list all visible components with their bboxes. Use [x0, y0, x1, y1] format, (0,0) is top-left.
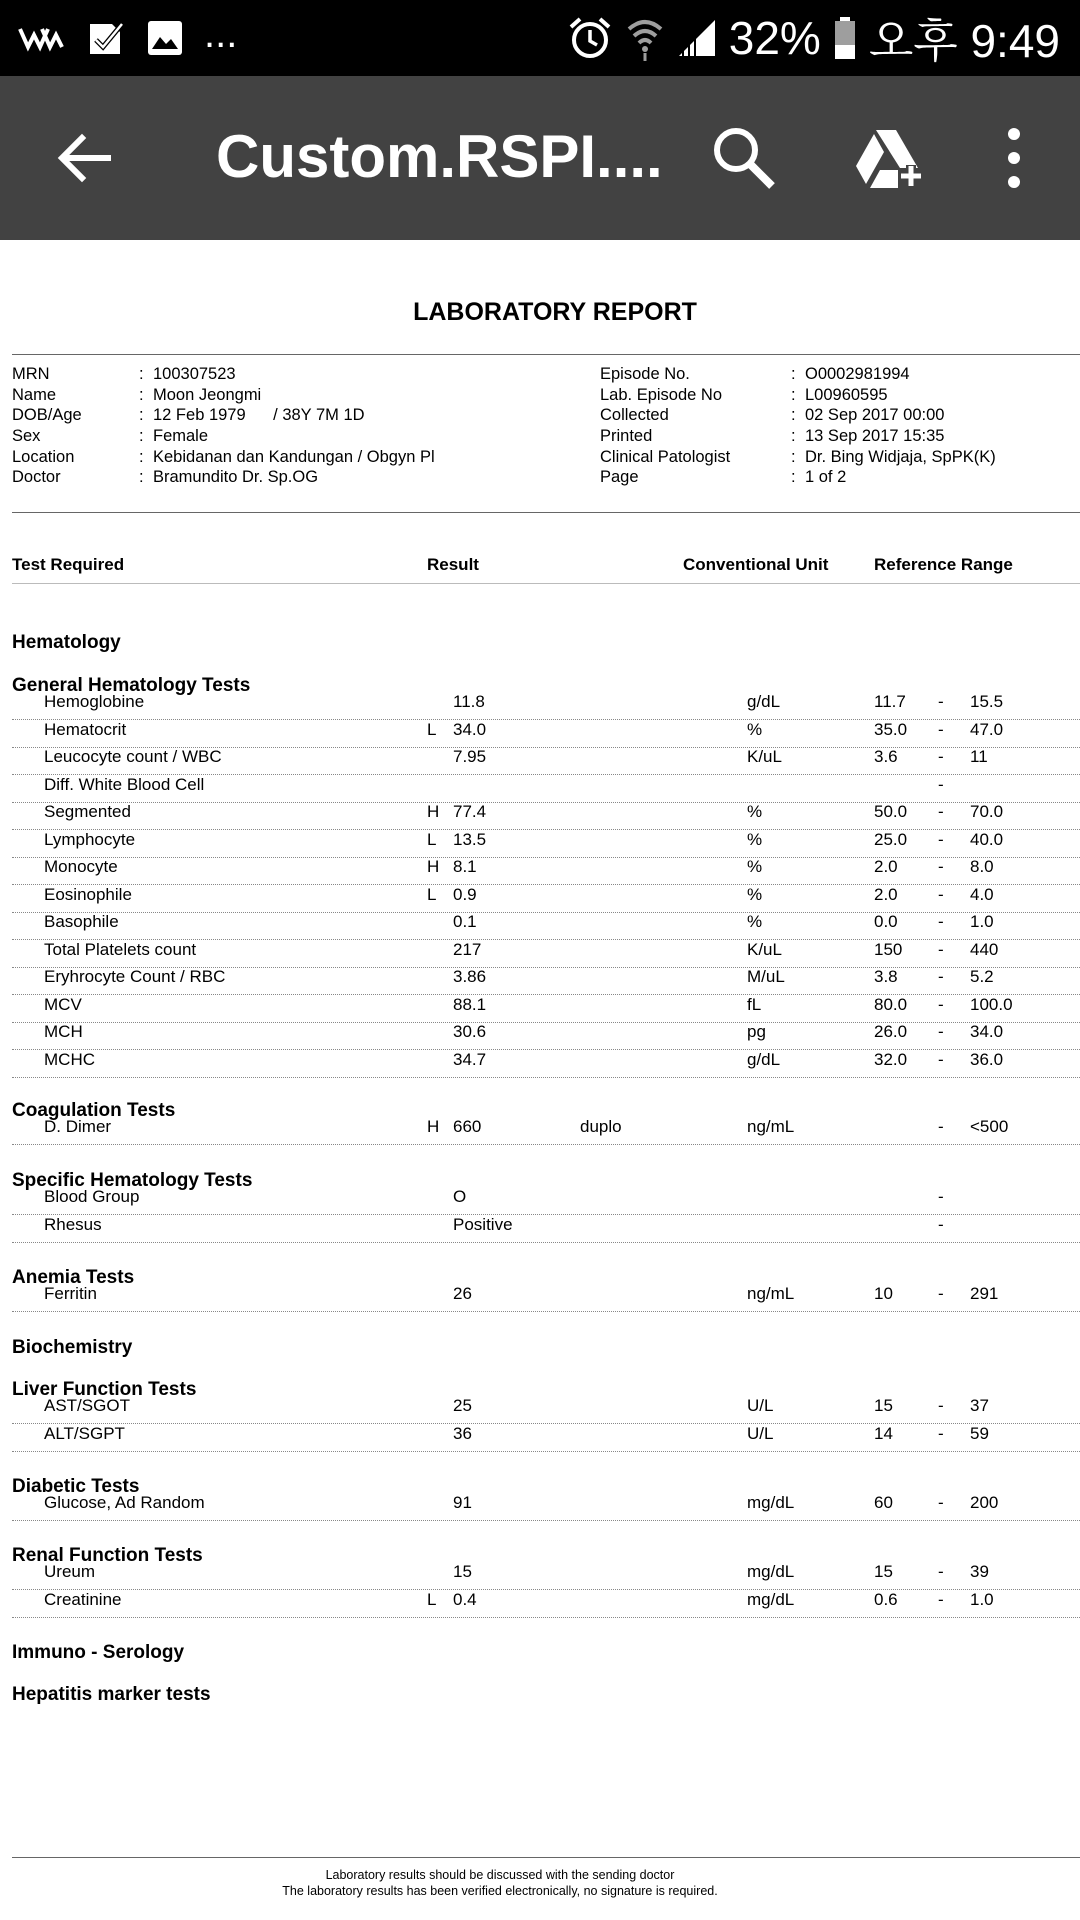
- printed-label: Printed: [600, 427, 653, 445]
- table-row: [0, 1022, 1080, 1049]
- range-low: 60: [874, 1493, 893, 1512]
- status-bar: [0, 0, 1080, 76]
- table-row: [0, 1562, 1080, 1589]
- range-low: 0.6: [874, 1589, 898, 1609]
- page-value: 1 of 2: [805, 468, 847, 486]
- test-name: Blood Group: [44, 1187, 140, 1206]
- test-name: Ureum: [44, 1562, 96, 1581]
- test-name: Diff. White Blood Cell: [44, 774, 205, 794]
- range-separator: -: [938, 884, 944, 904]
- range-high: 36.0: [970, 1049, 1004, 1069]
- unit: mg/dL: [747, 1562, 795, 1581]
- range-separator: -: [938, 1117, 944, 1136]
- range-low: 14: [874, 1423, 893, 1443]
- range-low: 80.0: [874, 994, 908, 1014]
- test-name: Basophile: [44, 912, 119, 931]
- range-separator: -: [938, 1396, 944, 1415]
- range-low: 50.0: [874, 802, 908, 821]
- range-separator: -: [938, 1423, 944, 1443]
- result-value: 77.4: [453, 802, 487, 821]
- range-separator: -: [938, 1589, 944, 1609]
- section-renal: Renal Function Tests: [12, 1545, 203, 1566]
- row-separator: [12, 1617, 1080, 1618]
- result-flag: L: [427, 884, 437, 904]
- result-flag: H: [427, 857, 440, 876]
- test-name: MCH: [44, 1022, 83, 1041]
- result-value: 36: [453, 1423, 472, 1443]
- col-test-required: Test Required: [12, 555, 125, 574]
- range-low: 3.6: [874, 747, 898, 766]
- task-check-icon: [86, 18, 126, 58]
- result-value: 91: [453, 1493, 472, 1512]
- unit: pg: [747, 1022, 766, 1041]
- range-high: 59: [970, 1423, 989, 1443]
- table-row: [0, 1117, 1080, 1144]
- table-row: [0, 692, 1080, 719]
- result-value: 217: [453, 939, 482, 959]
- episode-label: Episode No.: [600, 365, 690, 383]
- test-name: Segmented: [44, 802, 131, 821]
- unit: g/dL: [747, 1049, 781, 1069]
- range-low: 2.0: [874, 884, 898, 904]
- colon: :: [139, 365, 144, 383]
- battery-percent: 32%: [728, 12, 821, 64]
- row-separator: [12, 1451, 1080, 1452]
- range-low: 10: [874, 1284, 893, 1303]
- result-value: 0.4: [453, 1589, 477, 1609]
- test-name: Lymphocyte: [44, 829, 136, 849]
- report-title: LABORATORY REPORT: [413, 298, 697, 326]
- result-value: 34.0: [453, 719, 487, 739]
- more-notifications: ...: [204, 12, 238, 56]
- section-hematology: Hematology: [12, 632, 121, 653]
- test-name: Eryhrocyte Count / RBC: [44, 967, 226, 986]
- section-coagulation: Coagulation Tests: [12, 1100, 176, 1121]
- row-separator: [12, 1242, 1080, 1243]
- range-high: 39: [970, 1562, 989, 1581]
- table-row: [0, 1215, 1080, 1242]
- range-separator: -: [938, 1562, 944, 1581]
- unit: %: [747, 912, 763, 931]
- more-options-icon[interactable]: [994, 124, 1034, 192]
- range-low: 3.8: [874, 967, 898, 986]
- colon: :: [139, 468, 144, 486]
- doctor-label: Doctor: [12, 468, 61, 486]
- table-row: [0, 1396, 1080, 1423]
- result-value: 0.9: [453, 884, 477, 904]
- episode-value: O0002981994: [805, 365, 910, 383]
- colon: :: [139, 406, 144, 424]
- result-value: 8.1: [453, 857, 477, 876]
- table-row: [0, 940, 1080, 967]
- row-separator: [12, 1311, 1080, 1312]
- unit: U/L: [747, 1396, 774, 1415]
- table-row: [0, 747, 1080, 774]
- colon: :: [139, 448, 144, 466]
- table-row: [0, 830, 1080, 857]
- result-value: 7.95: [453, 747, 487, 766]
- range-separator: -: [938, 774, 944, 794]
- unit: g/dL: [747, 692, 781, 711]
- test-name: Leucocyte count / WBC: [44, 747, 222, 766]
- result-value: 0.1: [453, 912, 477, 931]
- colon: :: [139, 427, 144, 445]
- range-high: 37: [970, 1396, 989, 1415]
- mrn-label: MRN: [12, 365, 50, 383]
- range-low: 150: [874, 939, 903, 959]
- range-high: 11: [970, 747, 988, 766]
- test-name: Glucose, Ad Random: [44, 1493, 205, 1512]
- section-general-hematology: General Hematology Tests: [12, 675, 251, 696]
- section-diabetic: Diabetic Tests: [12, 1476, 140, 1497]
- section-biochemistry: Biochemistry: [12, 1337, 133, 1358]
- section-immuno-serology: Immuno - Serology: [12, 1642, 185, 1663]
- section-anemia: Anemia Tests: [12, 1267, 135, 1288]
- range-low: 11.7: [874, 692, 906, 711]
- result-value: 30.6: [453, 1022, 487, 1041]
- section-hepatitis: Hepatitis marker tests: [12, 1684, 211, 1705]
- range-separator: -: [938, 967, 944, 986]
- table-row: [0, 1493, 1080, 1520]
- range-high: 1.0: [970, 912, 994, 931]
- unit: %: [747, 884, 763, 904]
- range-high: 70.0: [970, 802, 1004, 821]
- range-high: 34.0: [970, 1022, 1004, 1041]
- printed-value: 13 Sep 2017 15:35: [805, 427, 945, 445]
- divider: [12, 354, 1080, 355]
- range-separator: -: [938, 912, 944, 931]
- row-separator: [12, 1077, 1080, 1078]
- table-row: [0, 857, 1080, 884]
- colon: :: [791, 468, 796, 486]
- colon: :: [791, 386, 796, 404]
- range-low: 26.0: [874, 1022, 908, 1041]
- table-row: [0, 1590, 1080, 1617]
- range-low: 0.0: [874, 912, 898, 931]
- result-value: O: [453, 1187, 467, 1206]
- unit: K/uL: [747, 747, 782, 766]
- patologist-value: Dr. Bing Widjaja, SpPK(K): [805, 448, 996, 466]
- lab-episode-value: L00960595: [805, 386, 888, 404]
- range-separator: -: [938, 1187, 944, 1206]
- colon: :: [791, 448, 796, 466]
- unit: M/uL: [747, 967, 785, 986]
- result-value: 660: [453, 1117, 482, 1136]
- app-notification-icon: [18, 23, 66, 53]
- range-high: 200: [970, 1493, 999, 1512]
- unit: %: [747, 802, 763, 821]
- range-high: 440: [970, 939, 999, 959]
- range-separator: -: [938, 994, 944, 1014]
- table-row: [0, 1050, 1080, 1077]
- report-page: [0, 240, 1080, 1920]
- range-high: 1.0: [970, 1589, 994, 1609]
- collected-label: Collected: [600, 406, 669, 424]
- table-row: [0, 1424, 1080, 1451]
- sex-label: Sex: [12, 427, 41, 445]
- mrn-value: 100307523: [153, 365, 236, 383]
- unit: ng/mL: [747, 1284, 795, 1303]
- unit: %: [747, 719, 763, 739]
- section-specific-hematology: Specific Hematology Tests: [12, 1170, 253, 1191]
- unit: fL: [747, 994, 762, 1014]
- name-label: Name: [12, 386, 57, 404]
- table-row: [0, 967, 1080, 994]
- clock: 오후 9:49: [868, 15, 1060, 67]
- page-label: Page: [600, 468, 639, 486]
- test-name: Creatinine: [44, 1589, 122, 1609]
- table-row: [0, 1187, 1080, 1214]
- colon: :: [791, 365, 796, 383]
- range-separator: -: [938, 1022, 944, 1041]
- range-low: 32.0: [874, 1049, 908, 1069]
- range-low: 35.0: [874, 719, 908, 739]
- location-label: Location: [12, 448, 75, 466]
- col-reference-range: Reference Range: [874, 555, 1013, 574]
- test-name: ALT/SGPT: [44, 1423, 125, 1443]
- range-high: <500: [970, 1117, 1009, 1136]
- test-name: AST/SGOT: [44, 1396, 130, 1415]
- test-name: D. Dimer: [44, 1117, 112, 1136]
- result-value: 11.8: [453, 692, 485, 711]
- divider: [12, 512, 1080, 513]
- result-value: 34.7: [453, 1049, 487, 1069]
- row-separator: [12, 1144, 1080, 1145]
- wifi-icon: [625, 15, 665, 61]
- footer-note-1: Laboratory results should be discussed with the sending doctor: [325, 1868, 675, 1882]
- range-low: 15: [874, 1396, 893, 1415]
- result-value: 25: [453, 1396, 472, 1415]
- app-toolbar: [0, 76, 1080, 240]
- table-row: [0, 912, 1080, 939]
- test-name: Hemoglobine: [44, 692, 145, 711]
- signal-icon: [677, 18, 717, 58]
- table-row: [0, 1284, 1080, 1311]
- dob-value: 12 Feb 1979 / 38Y 7M 1D: [153, 406, 365, 424]
- range-separator: -: [938, 939, 944, 959]
- result-value: Positive: [453, 1214, 513, 1234]
- result-flag: H: [427, 1117, 440, 1136]
- range-separator: -: [938, 857, 944, 876]
- unit: ng/mL: [747, 1117, 795, 1136]
- section-liver: Liver Function Tests: [12, 1379, 197, 1400]
- table-row: [0, 995, 1080, 1022]
- range-separator: -: [938, 747, 944, 766]
- test-name: Eosinophile: [44, 884, 132, 904]
- col-unit: Conventional Unit: [683, 555, 829, 574]
- result-value: 88.1: [453, 994, 487, 1014]
- doctor-value: Bramundito Dr. Sp.OG: [153, 468, 319, 486]
- table-row: [0, 885, 1080, 912]
- range-high: 47.0: [970, 719, 1004, 739]
- range-high: 100.0: [970, 994, 1013, 1014]
- colon: :: [139, 386, 144, 404]
- status-right: [567, 8, 1060, 68]
- result-note: duplo: [580, 1117, 622, 1136]
- document-title: Custom.RSPI....: [216, 123, 663, 190]
- range-separator: -: [938, 719, 944, 739]
- test-name: Rhesus: [44, 1214, 102, 1234]
- range-high: 5.2: [970, 967, 994, 986]
- test-name: Total Platelets count: [44, 939, 197, 959]
- range-high: 40.0: [970, 829, 1004, 849]
- divider: [12, 1857, 1080, 1858]
- search-icon[interactable]: [710, 124, 778, 192]
- result-value: 13.5: [453, 829, 487, 849]
- range-high: 291: [970, 1284, 999, 1303]
- unit: %: [747, 829, 763, 849]
- result-value: 3.86: [453, 967, 487, 986]
- unit: U/L: [747, 1423, 774, 1443]
- result-value: 26: [453, 1284, 472, 1303]
- lab-episode-label: Lab. Episode No: [600, 386, 723, 404]
- table-row: [0, 720, 1080, 747]
- battery-icon: [833, 15, 857, 61]
- range-low: 2.0: [874, 857, 898, 876]
- table-row: [0, 775, 1080, 802]
- range-separator: -: [938, 802, 944, 821]
- range-high: 4.0: [970, 884, 994, 904]
- range-high: 15.5: [970, 692, 1004, 711]
- unit: K/uL: [747, 939, 782, 959]
- location-value: Kebidanan dan Kandungan / Obgyn Pl: [153, 448, 435, 466]
- sex-value: Female: [153, 427, 209, 445]
- footer-note-2: The laboratory results has been verified electronically, no signature is required.: [282, 1884, 718, 1898]
- range-low: 15: [874, 1562, 893, 1581]
- collected-value: 02 Sep 2017 00:00: [805, 406, 945, 424]
- result-flag: H: [427, 802, 440, 821]
- range-low: 25.0: [874, 829, 908, 849]
- notification-icons: [18, 14, 237, 62]
- test-name: Hematocrit: [44, 719, 127, 739]
- range-separator: -: [938, 829, 944, 849]
- add-to-drive-icon[interactable]: [852, 124, 924, 196]
- range-high: 8.0: [970, 857, 994, 876]
- range-separator: -: [938, 1284, 944, 1303]
- name-value: Moon Jeongmi: [153, 386, 262, 404]
- test-name: MCV: [44, 994, 82, 1014]
- range-separator: -: [938, 1493, 944, 1512]
- result-flag: L: [427, 829, 437, 849]
- test-name: Ferritin: [44, 1284, 97, 1303]
- range-separator: -: [938, 692, 944, 711]
- unit: %: [747, 857, 763, 876]
- patologist-label: Clinical Patologist: [600, 448, 731, 466]
- divider: [12, 583, 1080, 584]
- back-arrow-icon[interactable]: [52, 126, 116, 190]
- table-row: [0, 802, 1080, 829]
- row-separator: [12, 1520, 1080, 1521]
- col-result: Result: [427, 555, 479, 574]
- colon: :: [791, 427, 796, 445]
- test-name: MCHC: [44, 1049, 95, 1069]
- result-flag: L: [427, 719, 437, 739]
- range-separator: -: [938, 1214, 944, 1234]
- colon: :: [791, 406, 796, 424]
- unit: mg/dL: [747, 1493, 795, 1512]
- result-value: 15: [453, 1562, 472, 1581]
- result-flag: L: [427, 1589, 437, 1609]
- alarm-icon: [567, 15, 613, 61]
- test-name: Monocyte: [44, 857, 118, 876]
- image-icon: [146, 19, 184, 57]
- range-separator: -: [938, 1049, 944, 1069]
- unit: mg/dL: [747, 1589, 795, 1609]
- dob-label: DOB/Age: [12, 406, 82, 424]
